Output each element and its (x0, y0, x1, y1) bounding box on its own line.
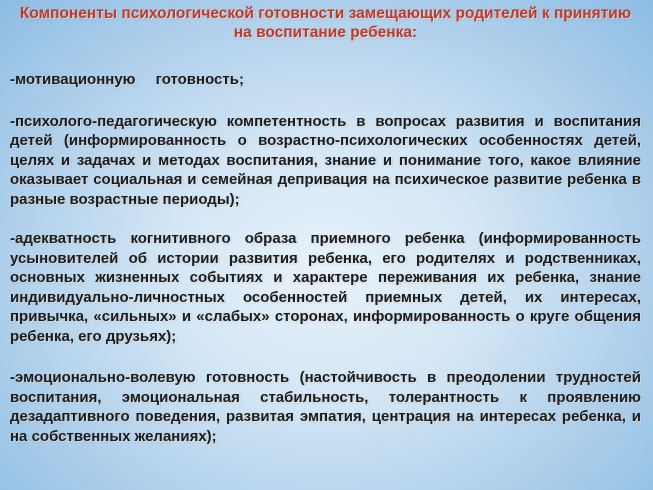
slide-title: Компоненты психологической готовности замещающих родителей к принятию на воспитание ребенка: (19, 5, 632, 41)
list-item-motivational: -мотивационную готовность; (10, 71, 244, 88)
list-item-emotional-volitional: -эмоционально-волевую готовность (настойчивость в преодолении трудностей воспитания, эмоциональная стабильность, толерантность к проявлению дезадаптивного поведения, развитая эмпатия, центрация на интересах ребенка, и на собственных желаниях); (10, 369, 641, 445)
list-item-cognitive-image: -адекватность когнитивного образа приемного ребенка (информированность усыновителей об истории развития ребенка, его родителях и родственниках, основных жизненных событиях и характере переживания их ребенка, знание индивидуально-личностных особенностей приемных детей, их интересах, привычка, «сильных» и «слабых» сторонах, информированность о круге общения ребенка, его друзьях); (10, 230, 641, 345)
list-item-competence: -психолого-педагогическую компетентность в вопросах развития и воспитания детей (информированность о возрастно-психологических особенностях детей, целях и задачах и методах воспитания, знание и понимание того, какое влияние оказывает социальная и семейная депривация на психическое развитие ребенка в разные возрастные периоды); (10, 112, 641, 208)
